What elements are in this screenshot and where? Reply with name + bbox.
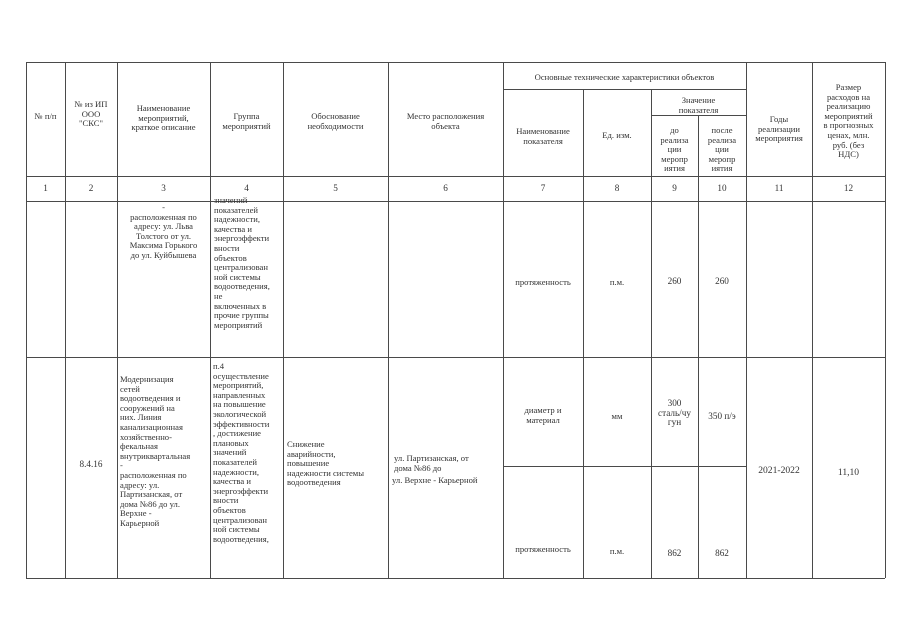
row-a-measure-group: значений показателей надежности, качества и энергоэффекти вности объектов централизован ной системы водоотведения, не включенных в прочие группы мероприятий bbox=[214, 195, 270, 330]
header-program-number: № из ИП ООО "СКС" bbox=[74, 99, 108, 129]
row-b-expense-amount: 11,10 bbox=[837, 467, 860, 478]
header-unit: Ед. изм. bbox=[602, 130, 632, 140]
table-border-left bbox=[26, 62, 27, 578]
column-number-4: 4 bbox=[244, 183, 249, 193]
table-border-right bbox=[885, 62, 886, 578]
col-divider-1 bbox=[65, 62, 66, 578]
row-b-value-after-length: 862 bbox=[715, 548, 729, 558]
header-implementation-years: Годы реализации мероприятия bbox=[755, 114, 803, 144]
row-b-value-before-diameter: 300 сталь/чу гун bbox=[658, 398, 691, 428]
table-border-top bbox=[26, 62, 885, 63]
header-object-location: Место расположения объекта bbox=[406, 111, 485, 131]
row-a-value-before: 260 bbox=[667, 276, 682, 286]
row-b-implementation-years: 2021-2022 bbox=[758, 465, 800, 476]
column-number-2: 2 bbox=[88, 183, 94, 193]
column-number-1: 1 bbox=[43, 183, 48, 193]
row-b-location-line1: ул. Партизанская, от дома №86 до bbox=[394, 453, 469, 473]
column-number-9: 9 bbox=[672, 183, 677, 193]
row-a-value-after: 260 bbox=[715, 276, 729, 286]
header-row-number: № п/п bbox=[34, 111, 57, 121]
row-b-value-before-length: 862 bbox=[667, 548, 682, 558]
header-after-implementation: после реализа ции меропр иятия bbox=[707, 125, 737, 174]
row-b-measure-group: п.4 осуществление мероприятий, направленных на повышение экологической эффективности , достижение плановых значений показателей надежности, качества и энергоэффекти вности объектов централизован ной системы водоотведения, bbox=[213, 361, 270, 544]
row-a-description: - расположенная по адресу: ул. Льва Толстого от ул. Максима Горького до ул. Куйбышева bbox=[129, 202, 198, 260]
header-indicator-name: Наименование показателя bbox=[516, 126, 570, 146]
row-b-split-line bbox=[503, 466, 746, 467]
row-b-indicator-length: протяженность bbox=[515, 544, 571, 554]
header-measure-name: Наименование мероприятий, краткое описание bbox=[131, 103, 196, 133]
column-number-12: 12 bbox=[843, 183, 854, 193]
row-b-unit-diameter: мм bbox=[611, 411, 623, 421]
row-a-indicator: протяженность bbox=[515, 277, 571, 287]
header-bottom-line bbox=[26, 176, 885, 177]
col-divider-2 bbox=[117, 62, 118, 578]
header-measure-group: Группа мероприятий bbox=[222, 111, 271, 131]
row-b-value-after-diameter: 350 п/э bbox=[708, 411, 736, 421]
column-numbers-bottom-line bbox=[26, 201, 885, 202]
column-number-8: 8 bbox=[614, 183, 620, 193]
row-b-description: Модернизация сетей водоотведения и сооружений на них. Линия канализационная хозяйственно- фекальная внутриквартальная - расположенная по адресу: ул. Партизанская, от дома №86 до ул. Верхне - Карьерной bbox=[120, 374, 191, 528]
header-technical-characteristics: Основные технические характеристики объектов bbox=[534, 72, 715, 82]
table-border-bottom bbox=[26, 578, 885, 579]
row-b-indicator-diameter: диаметр и материал bbox=[524, 405, 562, 425]
col-divider-3 bbox=[210, 62, 211, 578]
row-b-location-line2: ул. Верхне - Карьерной bbox=[392, 475, 478, 485]
group-header-divider bbox=[503, 89, 746, 90]
header-justification: Обоснование необходимости bbox=[307, 111, 364, 131]
column-number-7: 7 bbox=[540, 183, 546, 193]
row-b-unit-length: п.м. bbox=[609, 546, 625, 556]
col-divider-5 bbox=[388, 62, 389, 578]
column-number-3: 3 bbox=[161, 183, 166, 193]
row-b-program-number: 8.4.16 bbox=[79, 459, 103, 469]
header-before-implementation: до реализа ции меропр иятия bbox=[660, 125, 689, 174]
column-number-6: 6 bbox=[443, 183, 448, 193]
column-number-11: 11 bbox=[774, 183, 784, 193]
row-a-bottom-line bbox=[26, 357, 885, 358]
row-a-unit: п.м. bbox=[609, 277, 625, 287]
column-number-5: 5 bbox=[333, 183, 338, 193]
col-divider-7 bbox=[583, 89, 584, 578]
header-expense-amount: Размер расходов на реализацию мероприятий в прогнозных ценах, млн. руб. (без НДС) bbox=[823, 82, 874, 160]
row-b-justification: Снижение аварийности, повышение надежности системы водоотведения bbox=[287, 439, 364, 488]
header-indicator-value: Значение показателя bbox=[678, 95, 719, 115]
column-number-10: 10 bbox=[717, 183, 727, 193]
col-divider-4 bbox=[283, 62, 284, 578]
